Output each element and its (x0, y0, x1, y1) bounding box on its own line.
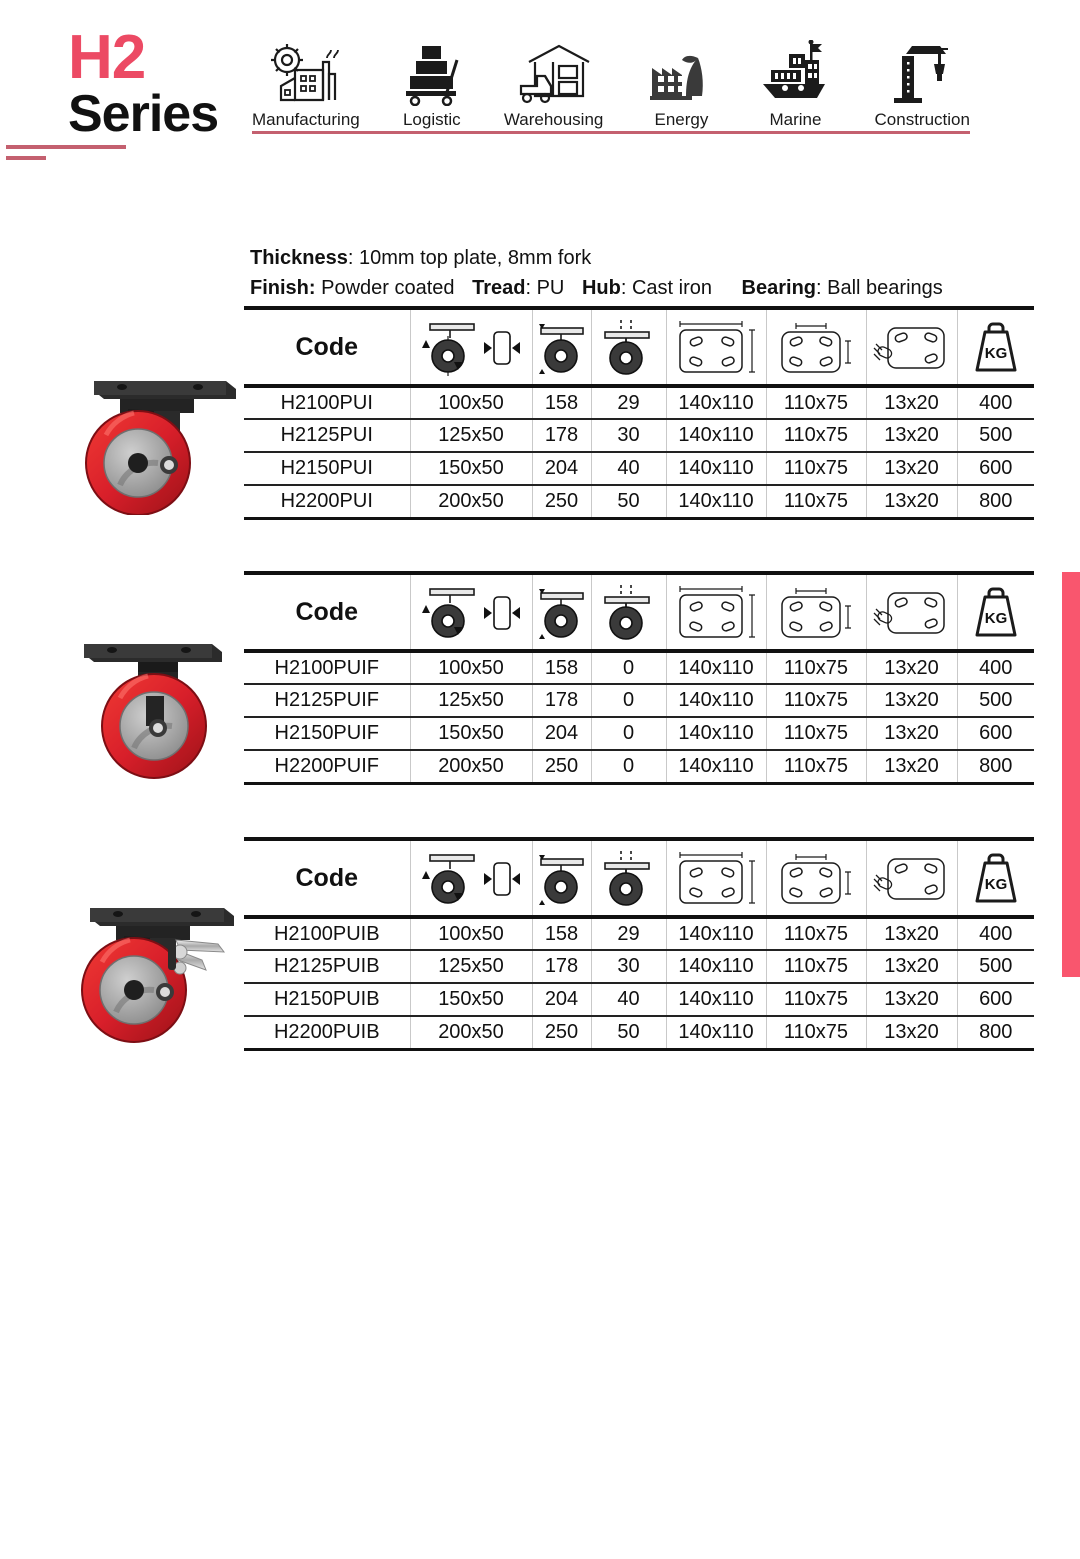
brake-caster-photo (76, 896, 246, 1046)
table-row[interactable] (244, 386, 1034, 419)
series-title-block (68, 23, 248, 143)
cell-code: H2150PUI (244, 452, 410, 485)
cell-plate: 140x110 (666, 651, 766, 684)
cell-plate: 140x110 (666, 452, 766, 485)
column-header-top-plate-size (666, 308, 766, 386)
column-header-wheel-size (410, 308, 532, 386)
top-plate-size-icon (667, 580, 766, 644)
cell-load: 600 (957, 717, 1034, 750)
industry-marine (759, 34, 831, 130)
cell-bolt: 110x75 (766, 950, 866, 983)
cell-plate: 140x110 (666, 750, 766, 783)
industry-label: Energy (654, 110, 709, 129)
load-capacity-kg-icon (958, 315, 1035, 379)
cell-plate: 140x110 (666, 485, 766, 518)
svg-text:KG: KG (984, 345, 1007, 362)
cell-height: 178 (532, 684, 591, 717)
industry-warehousing (504, 34, 604, 130)
cell-offset: 0 (591, 651, 666, 684)
top-plate-size-icon (667, 846, 766, 910)
table-row[interactable] (244, 750, 1034, 783)
cell-hole: 13x20 (866, 684, 957, 717)
overall-height-icon (533, 846, 591, 910)
spec-table-brake (244, 837, 1034, 1051)
column-header-bolt-hole-spacing (766, 573, 866, 651)
cell-code: H2100PUIF (244, 651, 410, 684)
cell-plate: 140x110 (666, 950, 766, 983)
load-capacity-kg-icon (958, 580, 1035, 644)
column-header-wheel-size (410, 573, 532, 651)
cell-offset: 50 (591, 485, 666, 518)
bearing-value: Ball bearings (827, 277, 943, 299)
cell-height: 204 (532, 983, 591, 1016)
cell-bolt: 110x75 (766, 452, 866, 485)
column-header-top-plate-size (666, 573, 766, 651)
cell-offset: 0 (591, 684, 666, 717)
cell-load: 500 (957, 419, 1034, 452)
cell-hole: 13x20 (866, 950, 957, 983)
industries-underline (252, 131, 970, 134)
cell-wheel: 100x50 (410, 917, 532, 950)
industry-manufacturing (252, 34, 360, 130)
industry-label: Manufacturing (252, 110, 360, 129)
cargo-ship-icon (759, 34, 831, 106)
cell-offset: 50 (591, 1016, 666, 1049)
swivel-offset-icon (592, 315, 666, 379)
column-header-overall-height (532, 573, 591, 651)
right-accent-bar (1062, 572, 1080, 977)
industry-label: Marine (769, 110, 822, 129)
bolt-hole-spacing-icon (767, 846, 866, 910)
table-row[interactable] (244, 917, 1034, 950)
cell-code: H2125PUIB (244, 950, 410, 983)
cell-bolt: 110x75 (766, 1016, 866, 1049)
cell-hole: 13x20 (866, 452, 957, 485)
forklift-warehouse-icon (515, 34, 593, 106)
column-header-wheel-size (410, 839, 532, 917)
swivel-offset-icon (592, 580, 666, 644)
spec-table-fixed (244, 571, 1034, 785)
cell-wheel: 150x50 (410, 452, 532, 485)
column-header-code: Code (244, 839, 410, 917)
cell-bolt: 110x75 (766, 717, 866, 750)
industry-label: Construction (874, 110, 970, 129)
cell-wheel: 150x50 (410, 983, 532, 1016)
column-header-swivel-offset (591, 573, 666, 651)
bolt-hole-size-icon (867, 580, 957, 644)
column-header-overall-height (532, 839, 591, 917)
cell-plate: 140x110 (666, 1016, 766, 1049)
overall-height-icon (533, 580, 591, 644)
cell-plate: 140x110 (666, 717, 766, 750)
cell-code: H2100PUIB (244, 917, 410, 950)
cell-hole: 13x20 (866, 419, 957, 452)
bolt-hole-size-icon (867, 846, 957, 910)
cell-height: 250 (532, 485, 591, 518)
wheel-diameter-width-icon (411, 315, 532, 379)
table-body (244, 386, 1034, 518)
cell-load: 800 (957, 750, 1034, 783)
load-capacity-kg-icon (958, 846, 1035, 910)
factory-gear-icon (265, 34, 347, 106)
cell-wheel: 125x50 (410, 684, 532, 717)
cell-wheel: 125x50 (410, 950, 532, 983)
overall-height-icon (533, 315, 591, 379)
crane-icon (890, 34, 954, 106)
industry-logistic (403, 34, 461, 130)
cell-wheel: 100x50 (410, 651, 532, 684)
svg-text:KG: KG (984, 876, 1007, 893)
cell-load: 400 (957, 651, 1034, 684)
factory-leaf-icon (646, 34, 716, 106)
cell-plate: 140x110 (666, 419, 766, 452)
cell-offset: 29 (591, 386, 666, 419)
column-header-top-plate-size (666, 839, 766, 917)
cell-plate: 140x110 (666, 917, 766, 950)
fixed-caster-photo (76, 630, 246, 780)
cell-bolt: 110x75 (766, 684, 866, 717)
cell-offset: 30 (591, 950, 666, 983)
cell-code: H2150PUIF (244, 717, 410, 750)
cell-wheel: 125x50 (410, 419, 532, 452)
table-row[interactable] (244, 1016, 1034, 1049)
cell-height: 204 (532, 452, 591, 485)
cell-plate: 140x110 (666, 684, 766, 717)
cell-height: 158 (532, 651, 591, 684)
column-header-bolt-hole-spacing (766, 839, 866, 917)
cell-bolt: 110x75 (766, 750, 866, 783)
cell-hole: 13x20 (866, 651, 957, 684)
cell-bolt: 110x75 (766, 983, 866, 1016)
table-body (244, 651, 1034, 783)
hub-value: Cast iron (631, 277, 712, 299)
column-header-load-capacity (957, 839, 1034, 917)
table-row[interactable] (244, 950, 1034, 983)
column-header-bolt-hole-size (866, 573, 957, 651)
table-header-row (244, 308, 1034, 386)
table-row[interactable] (244, 684, 1034, 717)
cell-wheel: 200x50 (410, 485, 532, 518)
column-header-code: Code (244, 308, 410, 386)
column-header-bolt-hole-spacing (766, 308, 866, 386)
spec-table-swivel (244, 306, 1034, 520)
industry-energy (646, 34, 716, 130)
top-plate-size-icon (667, 315, 766, 379)
cell-offset: 29 (591, 917, 666, 950)
cell-height: 250 (532, 750, 591, 783)
wheel-diameter-width-icon (411, 580, 532, 644)
cell-load: 500 (957, 684, 1034, 717)
finish-value: Powder coated (321, 277, 455, 299)
column-header-overall-height (532, 308, 591, 386)
cell-offset: 40 (591, 452, 666, 485)
table-row[interactable] (244, 485, 1034, 518)
column-header-load-capacity (957, 308, 1034, 386)
cell-load: 800 (957, 1016, 1034, 1049)
bolt-hole-size-icon (867, 315, 957, 379)
cell-load: 600 (957, 983, 1034, 1016)
cell-hole: 13x20 (866, 485, 957, 518)
cell-hole: 13x20 (866, 750, 957, 783)
cell-bolt: 110x75 (766, 419, 866, 452)
swivel-caster-photo (76, 365, 246, 515)
cell-hole: 13x20 (866, 717, 957, 750)
cell-plate: 140x110 (666, 386, 766, 419)
cell-code: H2100PUI (244, 386, 410, 419)
brake-lever (168, 940, 224, 974)
cell-bolt: 110x75 (766, 917, 866, 950)
table-row[interactable] (244, 983, 1034, 1016)
cell-wheel: 200x50 (410, 1016, 532, 1049)
table-header-row (244, 573, 1034, 651)
hand-truck-boxes-icon (403, 34, 461, 106)
cell-hole: 13x20 (866, 917, 957, 950)
tread-value: PU (536, 277, 565, 299)
cell-hole: 13x20 (866, 1016, 957, 1049)
table-row[interactable] (244, 419, 1034, 452)
industry-construction (875, 34, 970, 130)
table-body (244, 917, 1034, 1049)
cell-hole: 13x20 (866, 386, 957, 419)
cell-load: 400 (957, 917, 1034, 950)
column-header-bolt-hole-size (866, 308, 957, 386)
column-header-load-capacity (957, 573, 1034, 651)
industry-icon-row (252, 34, 970, 130)
series-word: Series (68, 85, 219, 143)
swivel-offset-icon (592, 846, 666, 910)
cell-offset: 40 (591, 983, 666, 1016)
spec-materials-line: Finish: Powder coated Tread: PU Hub: Cast iron Bearing: Ball bearings (250, 277, 943, 299)
cell-code: H2125PUIF (244, 684, 410, 717)
cell-load: 500 (957, 950, 1034, 983)
cell-offset: 0 (591, 717, 666, 750)
cell-plate: 140x110 (666, 983, 766, 1016)
cell-load: 800 (957, 485, 1034, 518)
cell-code: H2125PUI (244, 419, 410, 452)
specifications-block (250, 243, 1040, 303)
wheel-diameter-width-icon (411, 846, 532, 910)
spec-table-brake-block (244, 837, 1034, 1051)
svg-text:KG: KG (984, 610, 1007, 627)
bolt-hole-spacing-icon (767, 315, 866, 379)
finish-label: Finish: (250, 277, 316, 299)
series-rule-long (6, 145, 126, 149)
table-row[interactable] (244, 452, 1034, 485)
cell-load: 600 (957, 452, 1034, 485)
cell-height: 178 (532, 419, 591, 452)
cell-height: 178 (532, 950, 591, 983)
column-header-bolt-hole-size (866, 839, 957, 917)
cell-code: H2200PUIF (244, 750, 410, 783)
spec-thickness-line: Thickness: 10mm top plate, 8mm fork (250, 247, 592, 269)
hub-label: Hub (581, 277, 621, 299)
thickness-label: Thickness (250, 247, 348, 269)
cell-hole: 13x20 (866, 983, 957, 1016)
table-row[interactable] (244, 717, 1034, 750)
industry-label: Logistic (402, 110, 461, 129)
bolt-hole-spacing-icon (767, 580, 866, 644)
cell-bolt: 110x75 (766, 386, 866, 419)
cell-bolt: 110x75 (766, 485, 866, 518)
cell-wheel: 100x50 (410, 386, 532, 419)
cell-height: 158 (532, 917, 591, 950)
spec-table-swivel-block (244, 306, 1034, 520)
industry-label: Warehousing (503, 110, 604, 129)
series-code: H2 (68, 23, 146, 92)
cell-offset: 0 (591, 750, 666, 783)
cell-wheel: 150x50 (410, 717, 532, 750)
cell-bolt: 110x75 (766, 651, 866, 684)
cell-offset: 30 (591, 419, 666, 452)
table-header-row (244, 839, 1034, 917)
tread-label: Tread (472, 277, 526, 299)
cell-load: 400 (957, 386, 1034, 419)
cell-height: 250 (532, 1016, 591, 1049)
page-header (0, 0, 1080, 200)
cell-height: 158 (532, 386, 591, 419)
column-header-swivel-offset (591, 308, 666, 386)
cell-code: H2150PUIB (244, 983, 410, 1016)
column-header-swivel-offset (591, 839, 666, 917)
cell-code: H2200PUI (244, 485, 410, 518)
thickness-value: 10mm top plate, 8mm fork (358, 247, 592, 269)
series-rule-short (6, 156, 46, 160)
bearing-label: Bearing (741, 277, 817, 299)
cell-wheel: 200x50 (410, 750, 532, 783)
table-row[interactable] (244, 651, 1034, 684)
cell-code: H2200PUIB (244, 1016, 410, 1049)
spec-table-fixed-block (244, 571, 1034, 785)
column-header-code: Code (244, 573, 410, 651)
cell-height: 204 (532, 717, 591, 750)
